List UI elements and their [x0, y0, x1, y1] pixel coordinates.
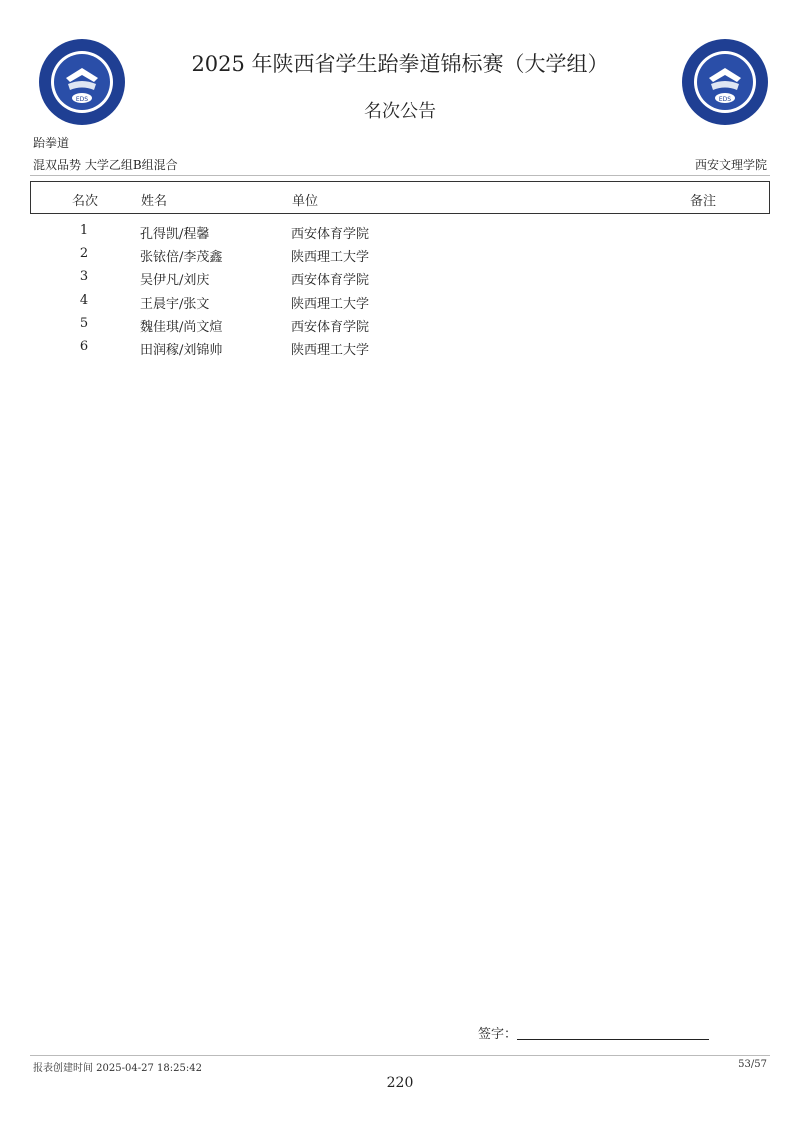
- report-created-time: 报表创建时间 2025-04-27 18:25:42: [33, 1063, 202, 1074]
- page-title: 2025 年陕西省学生跆拳道锦标赛（大学组）: [191, 52, 609, 76]
- cell-name: 魏佳琪/尚文煊: [140, 319, 223, 335]
- event-label: 混双品势 大学乙组B组混合: [33, 158, 178, 172]
- table-row: [30, 316, 770, 339]
- cell-unit: 西安体育学院: [291, 273, 370, 289]
- page-count: 53/57: [738, 1059, 767, 1070]
- svg-text:EDS: EDS: [75, 96, 89, 103]
- svg-text:EDS: EDS: [718, 96, 732, 103]
- table-row: [30, 293, 770, 316]
- header-divider: [30, 175, 770, 176]
- cell-rank: 1: [79, 223, 89, 238]
- table-header: [30, 181, 770, 214]
- header-name: 姓名: [141, 194, 168, 209]
- cell-unit: 陕西理工大学: [291, 296, 370, 312]
- header-rank: 名次: [71, 194, 98, 209]
- page-number: 220: [386, 1075, 414, 1091]
- cell-rank: 5: [79, 315, 89, 331]
- signature-label: 签字：: [478, 1027, 518, 1042]
- cell-name: 王晨宇/张文: [140, 296, 210, 312]
- table-row: [30, 339, 770, 362]
- table-row: [30, 269, 770, 292]
- cell-rank: 2: [79, 246, 89, 262]
- footer-divider: [30, 1055, 770, 1056]
- cell-name: 田润稼/刘锦帅: [140, 343, 223, 358]
- cell-unit: 西安体育学院: [291, 319, 370, 335]
- cell-name: 吴伊凡/刘庆: [140, 273, 210, 289]
- cell-rank: 6: [79, 339, 89, 354]
- cell-unit: 陕西理工大学: [291, 250, 370, 266]
- table-row: [30, 223, 770, 246]
- header-note: 备注: [690, 194, 717, 209]
- cell-name: 孔得凯/程馨: [140, 227, 210, 242]
- cell-rank: 3: [79, 269, 89, 285]
- table-row: [30, 246, 770, 269]
- page-subtitle: 名次公告: [364, 101, 436, 122]
- cell-unit: 西安体育学院: [291, 227, 370, 242]
- signature-line: [517, 1039, 709, 1040]
- venue-label: 西安文理学院: [694, 158, 767, 172]
- header-unit: 单位: [292, 194, 319, 209]
- cell-name: 张铱倍/李茂鑫: [140, 250, 223, 266]
- cell-rank: 4: [79, 292, 89, 308]
- sport-label: 跆拳道: [33, 136, 70, 150]
- cell-unit: 陕西理工大学: [291, 343, 370, 358]
